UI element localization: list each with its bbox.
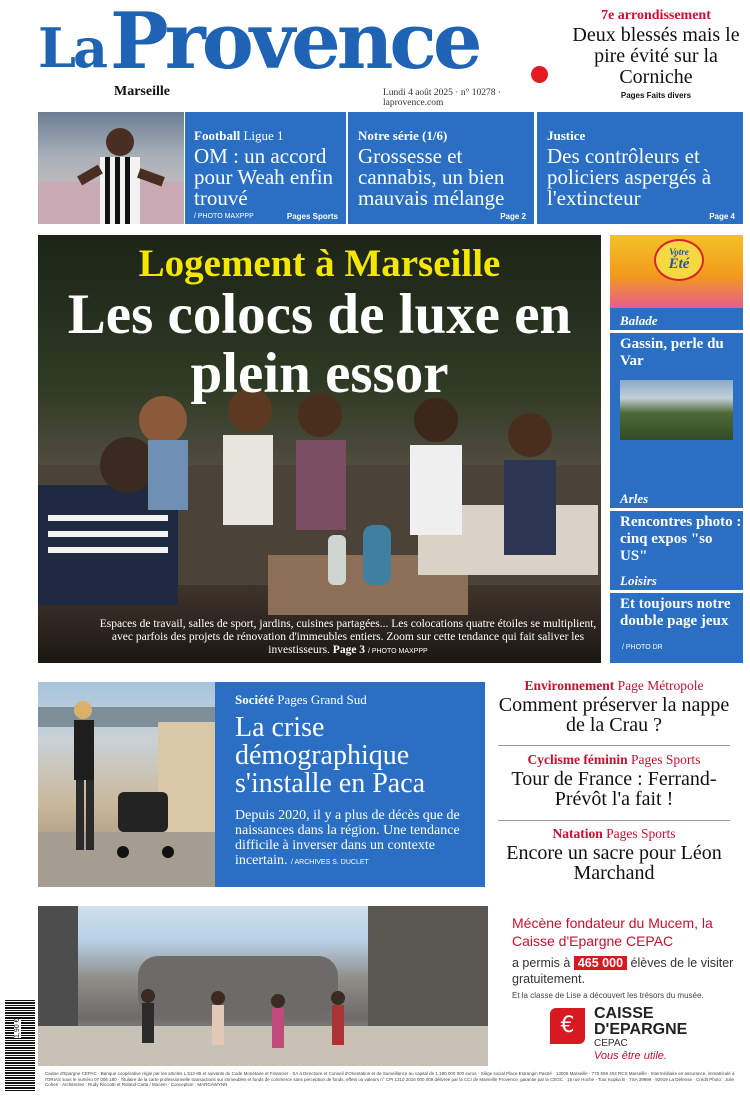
brief-cycling[interactable] bbox=[498, 752, 730, 809]
society-title: La crise démographique s'installe en Paca bbox=[235, 712, 426, 799]
sidebar-item-balade[interactable] bbox=[610, 313, 743, 370]
brief-kicker: Natation Pages Sports bbox=[552, 826, 676, 841]
price: 1,90 € bbox=[14, 1018, 21, 1038]
gassin-photo bbox=[620, 380, 733, 440]
logo-red-dot-icon bbox=[531, 66, 548, 83]
sidebar-title: Gassin, perle du Var bbox=[620, 336, 724, 369]
sidebar-kicker: Balade bbox=[610, 313, 743, 329]
teaser-pages: Page 2 bbox=[500, 212, 526, 221]
summer-sidebar bbox=[610, 235, 743, 663]
logo-la: La bbox=[38, 16, 105, 80]
brief-title: Comment préserver la nappe de la Crau ? bbox=[498, 694, 730, 736]
teaser-justice[interactable] bbox=[537, 112, 743, 224]
legal-notice: Caisse d'Epargne CEPAC · Banque coopérative régie par les articles L.512-85 et suivants du Code Monétaire et Financier · SA à Directoire et Conseil d'Orientation et de Surveillance au capital de 1 180 000 000 euros · Siège social Place Estrangin Pastré · 13006 Marseille · 775 559 404 RCS Marseille · Intermédiaire en assurance, immatriculé à l'ORIAS sous le numéro 07 006 180 · Titulaire de la carte professionnelle transactions sur immeubles et fonds de commerce sans perception de fonds, effets ou valeurs n° CPI 1310 2016 000 009 délivrée par la CCI de Marseille Provence, garantie par la CEGC · 16 rue Hoche · Tour Kupka B · TSA 39999 · 92919 La Défense · Crédit Photo : Julie Cohen · Architectes : Rudy Ricciotti et Roland Carta / Mucem · Conception : MARGAWYNN bbox=[45, 1071, 735, 1087]
sidebar-item-arles[interactable] bbox=[610, 491, 743, 565]
hero-page-ref: Page 3 bbox=[332, 644, 366, 656]
divider bbox=[498, 745, 730, 746]
divider bbox=[610, 508, 743, 511]
hero-story[interactable] bbox=[38, 235, 601, 663]
teaser-title: OM : un accord pour Weah enfin trouvé bbox=[194, 144, 334, 210]
teaser-football[interactable] bbox=[185, 112, 346, 224]
brief-swimming[interactable] bbox=[498, 826, 730, 883]
teaser-pages: Pages Sports bbox=[286, 212, 338, 221]
teaser-kicker: Justice bbox=[547, 128, 586, 143]
photo-credit: / PHOTO MAXPPP bbox=[194, 213, 254, 220]
football-player-illustration bbox=[38, 112, 184, 224]
society-kicker: Société Pages Grand Sud bbox=[235, 692, 367, 707]
photo-credit: / ARCHIVES S. DUCLET bbox=[290, 859, 369, 866]
sidebar-title: Rencontres photo : cinq expos "so US" bbox=[620, 514, 742, 564]
ad-number: 465 000 bbox=[574, 956, 627, 970]
teaser-pages: Page 4 bbox=[709, 212, 735, 221]
photo-credit: / PHOTO MAXPPP bbox=[367, 648, 428, 655]
photo-credit: / PHOTO DR bbox=[622, 644, 663, 651]
mucem-illustration bbox=[38, 906, 488, 1066]
ad-brand: CAISSE D'EPARGNE bbox=[594, 1005, 688, 1038]
stroller-woman-photo bbox=[38, 682, 215, 887]
hero-title: Les colocs de luxe en plein essor bbox=[67, 283, 572, 405]
street-illustration bbox=[38, 682, 215, 887]
edition-name: Marseille bbox=[114, 84, 170, 99]
hero-caption: Espaces de travail, salles de sport, jardins, cuisines partagées... Les colocations quatre étoiles se multiplient, avec parfois des projets de rénovation d'immeubles entiers. Zoom sur cette tendance qui fait saliver les investisseurs. Page 3 / PHOTO MAXPPP bbox=[99, 618, 597, 656]
teaser-kicker: Football Ligue 1 bbox=[194, 128, 284, 143]
squirrel-logo-icon: € bbox=[550, 1008, 585, 1044]
summer-banner bbox=[610, 235, 743, 308]
football-player-photo bbox=[38, 112, 184, 224]
caisse-epargne-ad[interactable] bbox=[512, 914, 742, 1000]
ad-subline: Et la classe de Lise a découvert les trésors du musée. bbox=[512, 991, 704, 1000]
barcode bbox=[5, 1000, 35, 1092]
masthead bbox=[38, 0, 558, 108]
mucem-ad-photo bbox=[38, 906, 488, 1066]
ad-brand-sub: CEPAC bbox=[594, 1038, 628, 1049]
top-right-title: Deux blessés mais le pire évité sur la Corniche bbox=[572, 24, 740, 88]
society-story[interactable] bbox=[215, 682, 485, 887]
divider bbox=[498, 820, 730, 821]
sidebar-kicker: Arles bbox=[610, 491, 743, 507]
hero-kicker: Logement à Marseille bbox=[138, 242, 501, 285]
society-text: Depuis 2020, il y a plus de décès que de naissances dans la région. Une tendance difficile à inverser dans un contexte incertain. / ARCHIVES S. DUCLET bbox=[235, 808, 460, 868]
top-right-teaser[interactable] bbox=[570, 8, 742, 100]
dateline: Lundi 4 août 2025 · n° 10278 · laprovence.com bbox=[383, 88, 502, 108]
sidebar-kicker: Loisirs bbox=[610, 573, 743, 589]
summer-badge: Votre Été bbox=[654, 239, 704, 281]
divider bbox=[610, 590, 743, 593]
brief-environment[interactable] bbox=[498, 678, 730, 735]
teaser-kicker: Notre série (1/6) bbox=[358, 128, 448, 143]
ad-tagline: Vous être utile. bbox=[594, 1050, 667, 1062]
brief-kicker: Cyclisme féminin Pages Sports bbox=[527, 752, 701, 767]
brief-title: Encore un sacre pour Léon Marchand bbox=[506, 842, 722, 884]
teaser-series[interactable] bbox=[348, 112, 534, 224]
sidebar-title: Et toujours notre double page jeux bbox=[620, 596, 731, 629]
top-right-kicker: 7e arrondissement bbox=[601, 8, 711, 23]
ad-line: a permis à 465 000 élèves de le visiter gratuitement. bbox=[512, 956, 734, 986]
brief-title: Tour de France : Ferrand-Prévôt l'a fait ! bbox=[511, 768, 717, 810]
brief-kicker: Environnement Page Métropole bbox=[524, 678, 704, 693]
top-right-pages: Pages Faits divers bbox=[620, 91, 692, 100]
ad-title: Mécène fondateur du Mucem, la Caisse d'Epargne CEPAC bbox=[512, 915, 713, 949]
teaser-title: Grossesse et cannabis, un bien mauvais mélange bbox=[358, 144, 505, 210]
teaser-title: Des contrôleurs et policiers aspergés à l'extincteur bbox=[547, 144, 712, 210]
logo-provence: Provence bbox=[110, 0, 479, 87]
divider bbox=[610, 330, 743, 333]
sidebar-item-loisirs[interactable] bbox=[610, 573, 743, 630]
